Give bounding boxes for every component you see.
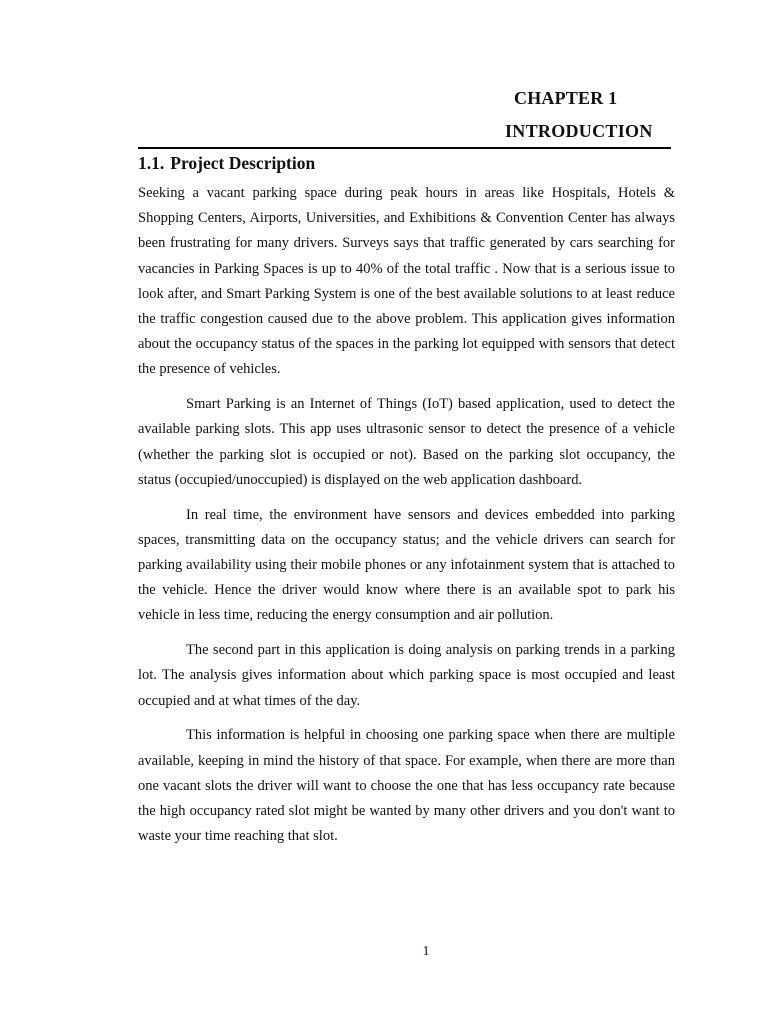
paragraph-4: The second part in this application is doing analysis on parking trends in a parking lot. The analysis gives information about which parking space is most occupied and least occupied and at what times of the day. [138, 642, 675, 709]
body-text [138, 181, 675, 849]
paragraph-5: This information is helpful in choosing one parking space when there are multiple available, keeping in mind the history of that space. For example, when there are more than one vacant slots the driver will want to choose the one that has less occupancy rate because the high occupancy rated slot might be wanted by many other drivers and you don't want to waste your time reaching that slot. [138, 727, 675, 845]
paragraph-1: Seeking a vacant parking space during peak hours in areas like Hospitals, Hotels & Shopping Centers, Airports, Universities, and Exhibitions & Convention Center has always been frustrating for many drivers. Surveys says that traffic generated by cars searching for vacancies in Parking Spaces is up to 40% of the total traffic . Now that is a serious issue to look after, and Smart Parking System is one of the best available solutions to at least reduce the traffic congestion caused due to the above problem. This application gives information about the occupancy status of the spaces in the parking lot equipped with sensors that detect the presence of vehicles. [138, 185, 675, 378]
chapter-number-label: CHAPTER 1 [514, 88, 618, 108]
page-number: 1 [422, 944, 430, 959]
chapter-title: INTRODUCTION [505, 121, 653, 141]
section-title: Project Description [170, 153, 316, 173]
paragraph-2: Smart Parking is an Internet of Things (IoT) based application, used to detect the available parking slots. This app uses ultrasonic sensor to detect the presence of a vehicle (whether the parking slot is occupied or not). Based on the parking slot occupancy, the status (occupied/unoccupied) is displayed on the web application dashboard. [138, 396, 675, 488]
section-number: 1.1. [138, 153, 165, 173]
paragraph-3: In real time, the environment have sensors and devices embedded into parking spaces, transmitting data on the occupancy status; and the vehicle drivers can search for parking availability using their mobile phones or any infotainment system that is attached to the vehicle. Hence the driver would know where there is an available spot to park his vehicle in less time, reducing the energy consumption and air pollution. [138, 506, 675, 624]
heading-divider [138, 147, 671, 149]
section-heading [138, 153, 315, 174]
